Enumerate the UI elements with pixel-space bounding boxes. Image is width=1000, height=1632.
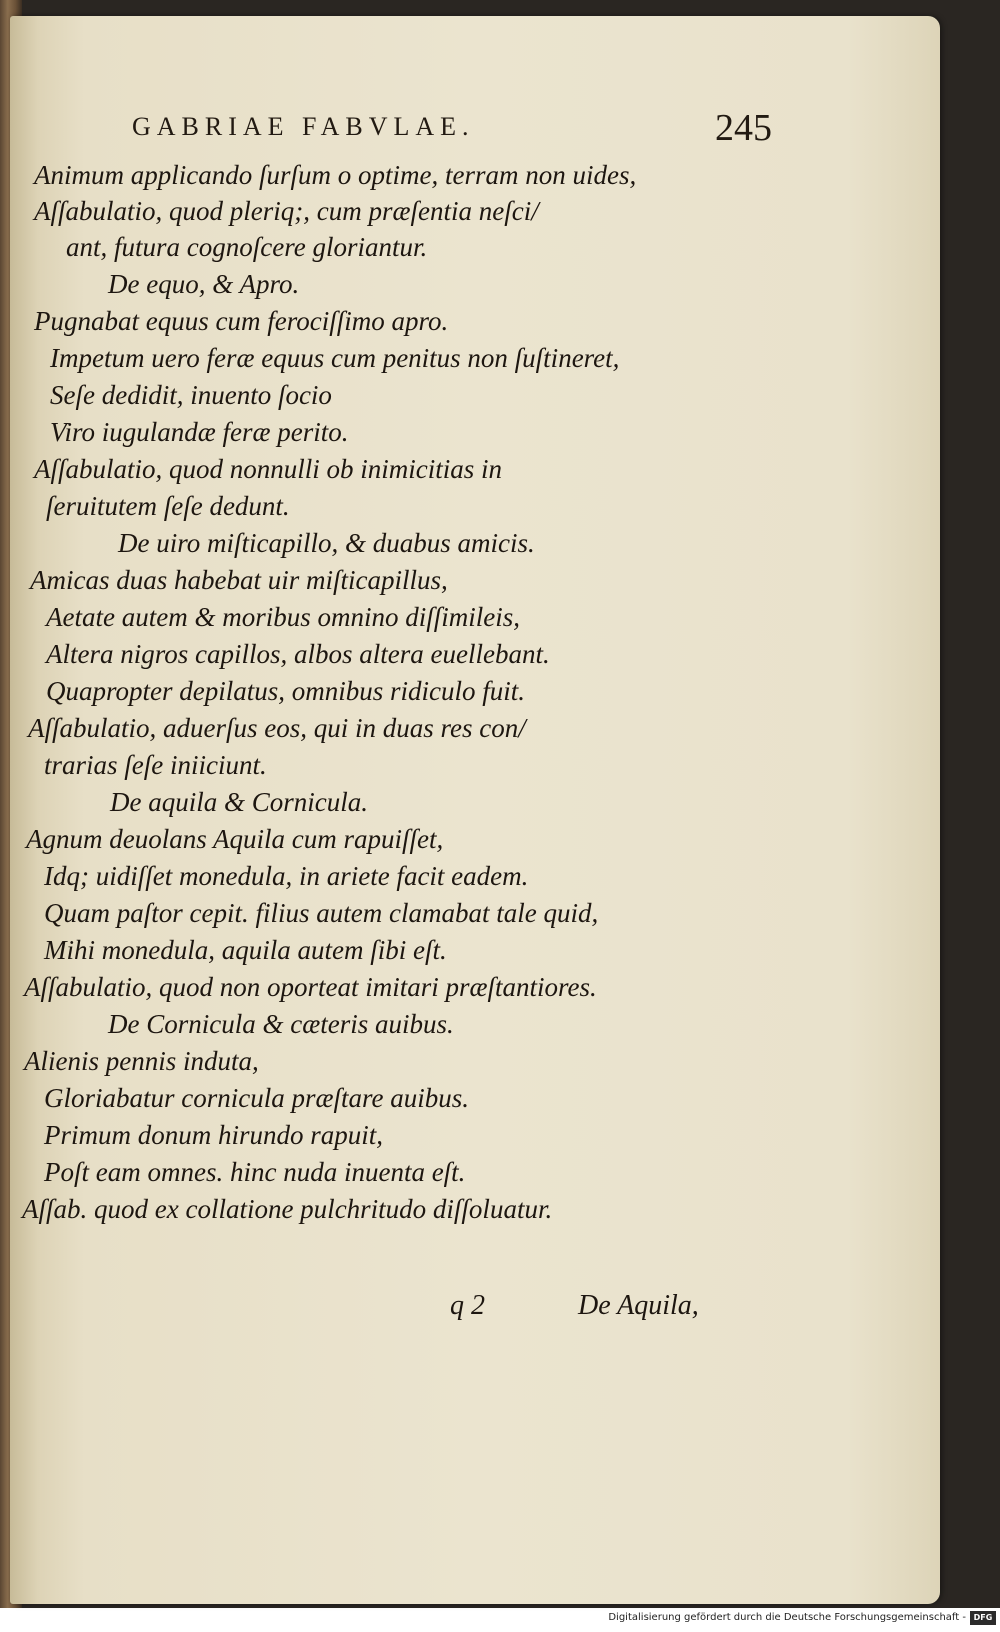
page-number: 245 <box>715 107 772 149</box>
text-line: Altera nigros capillos, albos altera euellebant. <box>46 639 550 669</box>
text-line: Amicas duas habebat uir miſticapillus, <box>30 565 448 595</box>
catchword: De Aquila, <box>578 1290 699 1321</box>
digitization-credit: Digitalisierung gefördert durch die Deutsche Forschungsgemeinschaft - <box>608 1612 966 1623</box>
text-line: Mihi monedula, aquila autem ſibi eſt. <box>44 935 447 965</box>
dfg-logo-icon: DFG <box>970 1611 996 1625</box>
text-line: Viro iugulandæ feræ perito. <box>50 417 349 447</box>
text-line: Aſſab. quod ex collatione pulchritudo diſſoluatur. <box>22 1194 553 1224</box>
text-line: Animum applicando ſurſum o optime, terram non uides, <box>34 160 637 190</box>
text-line: ant, futura cognoſcere gloriantur. <box>66 232 428 262</box>
text-line: Quapropter depilatus, omnibus ridiculo fuit. <box>46 676 525 706</box>
fable-title: De Cornicula & cæteris auibus. <box>108 1009 454 1039</box>
text-line: Aſſabulatio, quod nonnulli ob inimicitias in <box>34 454 503 484</box>
fable-title: De uiro miſticapillo, & duabus amicis. <box>118 528 535 558</box>
fable-title: De equo, & Apro. <box>108 269 300 299</box>
text-line: Seſe dedidit, inuento ſocio <box>50 380 332 410</box>
text-line: Alienis pennis induta, <box>24 1046 259 1076</box>
text-line: ſeruitutem ſeſe dedunt. <box>46 491 290 521</box>
text-line: Quam paſtor cepit. filius autem clamabat tale quid, <box>44 898 599 928</box>
fable-title: De aquila & Cornicula. <box>110 787 368 817</box>
text-line: trarias ſeſe iniiciunt. <box>44 750 267 780</box>
text-line: Primum donum hirundo rapuit, <box>44 1120 384 1150</box>
text-line: Poſt eam omnes. hinc nuda inuenta eſt. <box>44 1157 466 1187</box>
text-line: Gloriabatur cornicula præſtare auibus. <box>44 1083 470 1113</box>
running-head: GABRIAE FABVLAE. <box>132 112 475 141</box>
text-line: Aſſabulatio, quod pleriq;, cum præſentia neſci/ <box>34 196 539 226</box>
text-line: Impetum uero feræ equus cum penitus non ſuſtineret, <box>50 343 620 373</box>
text-line: Idq; uidiſſet monedula, in ariete facit eadem. <box>44 861 529 891</box>
text-line: Aſſabulatio, quod non oporteat imitari præſtantiores. <box>24 972 597 1002</box>
signature-mark: q 2 <box>450 1290 485 1321</box>
text-line: Aſſabulatio, aduerſus eos, qui in duas res con/ <box>28 713 526 743</box>
text-line: Pugnabat equus cum ferociſſimo apro. <box>34 306 449 336</box>
text-line: Aetate autem & moribus omnino diſſimileis, <box>46 602 520 632</box>
text-line: Agnum deuolans Aquila cum rapuiſſet, <box>26 824 444 854</box>
